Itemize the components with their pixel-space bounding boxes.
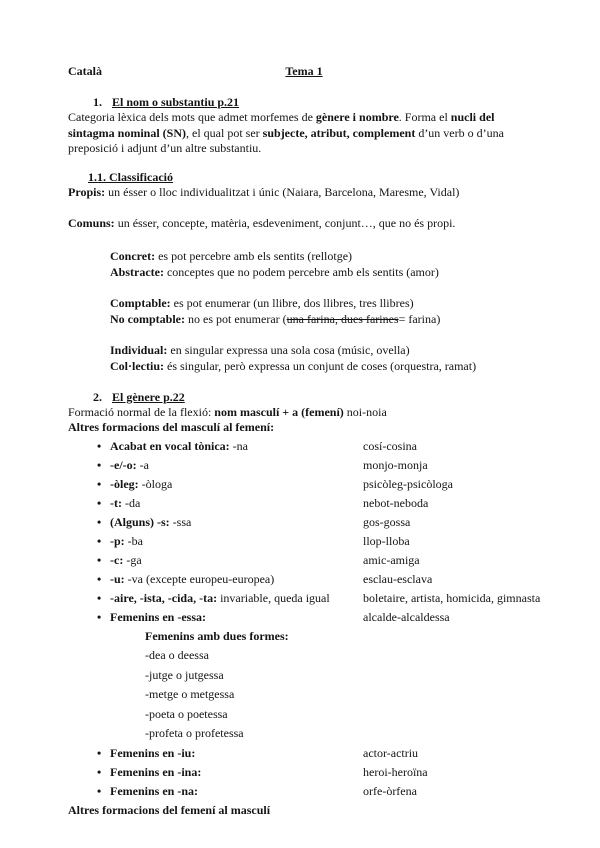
intro-seg: , el qual pot ser [186,125,263,140]
def-comuns [68,216,540,232]
dues-formes-item: -poeta o poetessa [145,706,228,721]
def-term: Comptable: [110,295,171,310]
course-label: Català [68,64,102,78]
formacio-line [68,405,540,421]
rule-label: Acabat en vocal tònica: [110,438,230,453]
def-desc: es pot percebre amb els sentits (rellotge) [155,248,353,263]
rule-label: -aire, -ista, -cida, -ta: [110,590,218,605]
heading-text: El nom o substantiu p.21 [112,95,240,109]
intro-seg: Categoria lèxica dels mots que admet morfemes de [68,110,316,124]
def-desc: un ésser o lloc individualitzat i únic (Naiara, Barcelona, Maresme, Vidal) [105,184,460,199]
bullet-icon: • [97,514,102,529]
bullet-icon: • [97,476,102,491]
def-no-comptable [110,311,540,327]
rule-label: Femenins en -iu: [110,745,196,760]
bullet-icon: • [97,764,102,779]
formacio-pre: Formació normal de la flexió: [68,404,215,419]
rule-row [68,551,540,570]
rule-text [110,608,363,627]
classification-subtypes [110,248,540,374]
document-header [68,64,540,80]
def-comptable [110,295,540,311]
rule-suffix: -ssa [169,514,192,529]
m2f-heading: Altres formacions del masculí al femení: [68,420,275,434]
def-desc: conceptes que no podem percebre amb els sentits (amor) [163,264,439,279]
rule-suffix: -va (excepte europeu-europea) [124,571,275,586]
def-collectiu [110,358,540,374]
rule-suffix: -da [122,495,141,510]
rule-text [110,437,363,456]
rule-example: llop-lloba [363,533,410,548]
rule-text [110,456,363,475]
bullet-icon: • [97,571,102,586]
rule-row [68,475,540,494]
def-desc: és singular, però expressa un conjunt de coses (orquestra, ramat) [164,358,477,373]
page-title: Tema 1 [285,64,323,78]
dues-formes-item: -profeta o profetessa [145,726,244,740]
def-concret [110,248,540,264]
rule-text [110,744,363,763]
def-desc: en singular expressa una sola cosa (músic, ovella) [167,342,410,357]
def-desc-pre: no es pot enumerar ( [185,311,287,326]
rule-text [110,589,363,608]
rule-label: -e/-o: [110,457,137,472]
rule-label: -t: [110,495,122,510]
def-group [110,248,540,280]
rule-example: orfe-òrfena [363,783,417,798]
def-term: Comuns: [68,216,115,230]
dues-formes-item: -dea o deessa [145,648,209,662]
rule-label: -òleg: [110,476,139,491]
rule-example: actor-actriu [363,745,419,760]
gender-rules-list [68,437,540,801]
heading-number: 1. [93,95,102,109]
rule-row [68,494,540,513]
rule-example: esclau-esclava [363,571,433,586]
heading-text: El gènere p.22 [112,389,185,404]
heading-nom [68,94,540,110]
rule-suffix: -ba [124,533,143,548]
bullet-icon: • [97,552,102,567]
formacio-bold: nom masculí + a (femení) [214,404,344,419]
rule-text [110,570,363,589]
rule-row [68,456,540,475]
rule-suffix: invariable, queda igual [217,590,330,605]
rule-example: boletaire, artista, homicida, gimnasta [363,590,541,605]
bullet-icon: • [97,783,102,798]
rule-example: nebot-neboda [363,495,429,510]
rule-label: (Alguns) -s: [110,514,170,529]
rule-text [110,782,363,801]
rule-label: Femenins en -na: [110,783,198,798]
intro-bold: gènere i nombre [315,110,399,124]
rule-row [68,744,540,763]
heading-genere [68,389,540,405]
bullet-icon: • [97,457,102,472]
rule-row [68,782,540,801]
rule-row [68,532,540,551]
rule-example: cosí-cosina [363,438,417,453]
rule-label: Femenins en -essa: [110,609,206,624]
formacio-post: noi-noia [343,404,387,419]
dues-formes-item: -metge o metgessa [145,687,235,701]
rule-label: -c: [110,552,124,567]
f2m-heading: Altres formacions del femení al masculí [68,802,271,817]
rule-text [110,513,363,532]
rule-example: gos-gossa [363,514,411,529]
intro-paragraph [68,110,540,157]
rule-text [110,551,363,570]
struck-text: una farina, dues farines [286,311,399,326]
rule-label: Femenins en -ina: [110,764,202,779]
def-term: No comptable: [110,311,185,326]
rule-row [68,570,540,589]
rule-row [68,763,540,782]
def-term: Col·lectiu: [110,358,164,373]
def-term: Individual: [110,342,168,357]
bullet-icon: • [97,745,102,760]
def-propis [68,185,540,201]
bullet-icon: • [97,495,102,510]
rule-text [110,494,363,513]
rule-suffix: -a [136,457,149,472]
def-term: Abstracte: [110,264,164,279]
rule-example: monjo-monja [363,457,428,472]
classification-section [68,157,540,374]
rule-label: -u: [110,571,125,586]
bullet-icon: • [97,590,102,605]
dues-formes-heading: Femenins amb dues formes: [145,628,289,643]
rule-suffix: -òloga [138,476,173,491]
bullet-icon: • [97,438,102,453]
def-group [110,342,540,374]
def-desc: un ésser, concepte, matèria, esdeveniment, conjunt…, que no és propi. [114,216,456,230]
rule-text [110,475,363,494]
def-term: Propis: [68,184,106,199]
intro-bold: subjecte, atribut, complement [262,125,416,140]
def-term: Concret: [110,248,156,263]
intro-seg: d’un verb o d’una preposició i adjunt d’un altre substantiu. [68,125,504,155]
bullet-icon: • [97,533,102,548]
rule-row [68,437,540,456]
rule-example: heroi-heroïna [363,764,428,779]
def-group [110,295,540,327]
bullet-icon: • [97,609,102,624]
intro-bold: nucli del sintagma nominal (SN) [68,110,495,140]
rule-row [68,608,540,627]
def-desc: es pot enumerar (un llibre, dos llibres, tres llibres) [170,295,414,310]
rule-suffix: -ga [123,552,142,567]
intro-seg: . Forma el [398,110,451,124]
def-desc-post: = farina) [398,311,441,326]
rule-text [110,532,363,551]
heading-number: 2. [93,389,102,404]
rule-example: amic-amiga [363,552,420,567]
rule-row [68,589,540,608]
heading-classificacio: 1.1. Classificació [88,169,173,184]
rule-example: psicòleg-psicòloga [363,476,453,491]
rule-suffix: -na [229,438,248,453]
rule-row [68,513,540,532]
rule-text [110,763,363,782]
rule-example: alcalde-alcaldessa [363,609,450,624]
def-individual [110,342,540,358]
rule-label: -p: [110,533,125,548]
dues-formes-item: -jutge o jutgessa [145,667,224,682]
dues-formes-block [145,627,540,744]
def-abstracte [110,264,540,280]
